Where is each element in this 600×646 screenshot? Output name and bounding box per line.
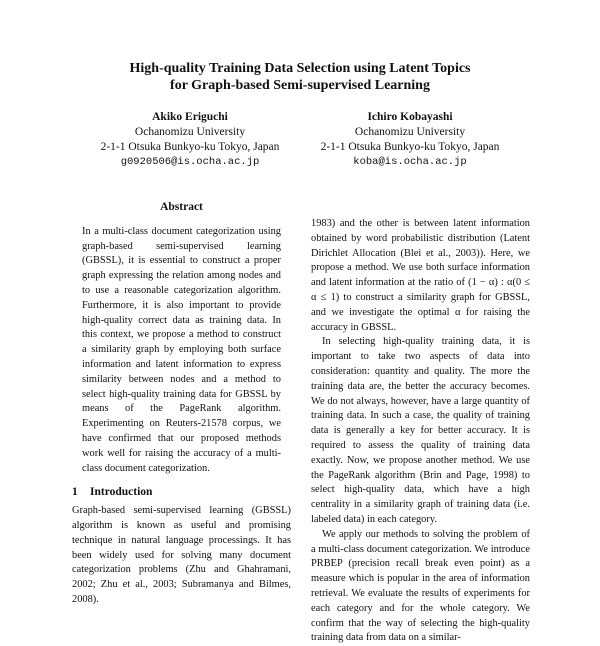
abstract-text: In a multi-class document categorization using graph-based semi-supervised learning (GBSSL), it is essential to construct a proper graph expressing the relation among nodes and to use a reasonable categorization algorithm. Furthermore, it is also important to provide high-quality correct data as training data. In this context, we propose a method to construct a similarity graph by employing both surface information and latent information to express similarity between nodes and a method to select high-quality training data for GBSSL by means of the PageRank algorithm. Experimenting on Reuters-21578 corpus, we have confirmed that our proposed methods work well for raising the accuracy of a multi-class document categorization.	[82, 225, 281, 474]
author-email: g0920506@is.ocha.ac.jp	[120, 156, 260, 168]
title-line-2: for Graph-based Semi-supervised Learning	[170, 78, 430, 93]
right-paragraph-3: We apply our methods to solving the problem of a multi-class document categorization. We introduce PRBEP (precision recall break even point) as a measure which is popular in the area of information retrieval. We evaluate the results of experiments for each category and for the whole category. We confirm that the way of selecting the high-quality training data from data on a similar-	[311, 528, 530, 644]
author-block-2	[290, 110, 530, 170]
author-affiliation: Ochanomizu University	[354, 126, 466, 138]
right-column	[311, 217, 530, 646]
author-block-1	[70, 110, 310, 170]
author-affiliation: Ochanomizu University	[134, 126, 246, 138]
abstract-heading: Abstract	[160, 201, 203, 213]
right-paragraph-2: In selecting high-quality training data, it is important to take two aspects of data into consideration: quantity and quality. The more the training data are, the better the accuracy becomes. We do not always, however, have a large quantity of training data. In such a case, the quality of training data is generally a key for better accuracy. It is required to assess the quality of training data exactly. Now, we propose another method. We use the PageRank algorithm (Brin and Page, 1998) to select high-quality data, which have a high centrality in a similarity graph of training data (i.e. labeled data) in each category.	[311, 336, 530, 525]
author-name: Ichiro Kobayashi	[367, 111, 453, 123]
section-title: Introduction	[90, 486, 153, 499]
author-email: koba@is.ocha.ac.jp	[353, 156, 467, 168]
section-number: 1	[72, 486, 78, 499]
paper-title	[0, 60, 600, 94]
author-address: 2-1-1 Otsuka Bunkyo-ku Tokyo, Japan	[100, 141, 280, 153]
right-paragraph-1: 1983) and the other is between latent information obtained by word probabilistic distribution (Latent Dirichlet Allocation (Blei et al., 2003)). Here, we propose a method. We use both surface information and latent information at the ratio of (1 − α) : α(0 ≤ α ≤ 1) to construct a similarity graph for GBSSL, and we investigate the optimal α for raising the accuracy in GBSSL.	[311, 218, 530, 333]
title-line-1: High-quality Training Data Selection using Latent Topics	[129, 61, 471, 76]
left-column	[72, 200, 291, 608]
section-heading-introduction	[72, 485, 291, 500]
author-address: 2-1-1 Otsuka Bunkyo-ku Tokyo, Japan	[320, 141, 500, 153]
author-name: Akiko Eriguchi	[152, 111, 228, 123]
introduction-paragraph-1: Graph-based semi-supervised learning (GBSSL) algorithm is known as useful and promising technique in natural language processings. It has been widely used for solving many document categorization problems (Zhu and Ghahramani, 2002; Zhu et al., 2003; Subramanya and Bilmes, 2008).	[72, 505, 291, 605]
